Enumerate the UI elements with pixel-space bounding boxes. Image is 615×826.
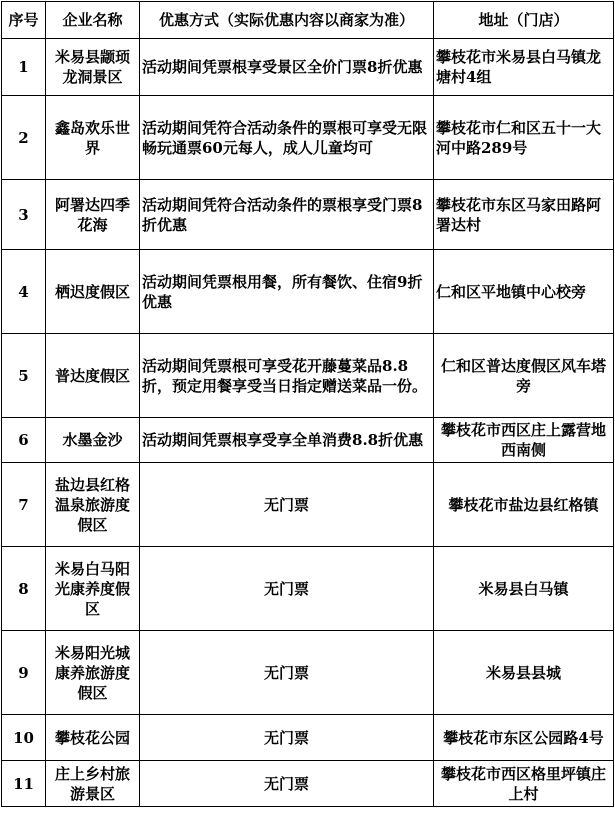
row-address: 攀枝花市盐边县红格镇	[434, 463, 614, 547]
row-num: 1	[2, 39, 46, 96]
table-row	[2, 715, 614, 761]
row-address: 仁和区普达度假区风车塔旁	[434, 334, 614, 418]
row-name: 鑫岛欢乐世界	[46, 96, 140, 180]
table-row	[2, 761, 614, 807]
row-offer: 活动期间凭票根享受景区全价门票8折优惠	[140, 39, 434, 96]
row-offer: 无门票	[140, 631, 434, 715]
row-name: 米易阳光城康养旅游度假区	[46, 631, 140, 715]
row-name: 米易县颛顼龙洞景区	[46, 39, 140, 96]
row-offer: 活动期间凭票根享受享全单消费8.8折优惠	[140, 418, 434, 463]
table-row	[2, 39, 614, 96]
merchant-discount-table	[1, 1, 614, 807]
table-row	[2, 334, 614, 418]
header-num: 序号	[2, 2, 46, 39]
row-address: 攀枝花市米易县白马镇龙塘村4组	[434, 39, 614, 96]
row-name: 庄上乡村旅游景区	[46, 761, 140, 807]
row-num: 5	[2, 334, 46, 418]
row-offer: 活动期间凭票根可享受花开藤蔓菜品8.8折，预定用餐享受当日指定赠送菜品一份。	[140, 334, 434, 418]
table-row	[2, 547, 614, 631]
row-offer: 无门票	[140, 463, 434, 547]
row-num: 9	[2, 631, 46, 715]
row-num: 7	[2, 463, 46, 547]
row-num: 11	[2, 761, 46, 807]
row-offer: 无门票	[140, 715, 434, 761]
table-row	[2, 418, 614, 463]
header-offer: 优惠方式（实际优惠内容以商家为准）	[140, 2, 434, 39]
row-address: 米易县白马镇	[434, 547, 614, 631]
row-num: 10	[2, 715, 46, 761]
row-address: 攀枝花市仁和区五十一大河中路289号	[434, 96, 614, 180]
row-num: 6	[2, 418, 46, 463]
row-address: 攀枝花市东区公园路4号	[434, 715, 614, 761]
table-row	[2, 180, 614, 250]
row-offer: 活动期间凭符合活动条件的票根可享受无限畅玩通票60元每人，成人儿童均可	[140, 96, 434, 180]
table-row	[2, 631, 614, 715]
row-name: 普达度假区	[46, 334, 140, 418]
row-num: 3	[2, 180, 46, 250]
row-address: 仁和区平地镇中心校旁	[434, 250, 614, 334]
row-offer: 活动期间凭符合活动条件的票根享受门票8折优惠	[140, 180, 434, 250]
row-offer: 活动期间凭票根用餐，所有餐饮、住宿9折优惠	[140, 250, 434, 334]
row-name: 水墨金沙	[46, 418, 140, 463]
table-row	[2, 463, 614, 547]
header-row	[2, 2, 614, 39]
table-row	[2, 96, 614, 180]
row-name: 栖迟度假区	[46, 250, 140, 334]
row-name: 米易白马阳光康养度假区	[46, 547, 140, 631]
row-num: 2	[2, 96, 46, 180]
row-num: 8	[2, 547, 46, 631]
row-name: 阿署达四季花海	[46, 180, 140, 250]
row-address: 米易县县城	[434, 631, 614, 715]
row-offer: 无门票	[140, 761, 434, 807]
header-name: 企业名称	[46, 2, 140, 39]
row-num: 4	[2, 250, 46, 334]
row-address: 攀枝花市西区庄上露营地西南侧	[434, 418, 614, 463]
table-row	[2, 250, 614, 334]
row-name: 攀枝花公园	[46, 715, 140, 761]
row-address: 攀枝花市西区格里坪镇庄上村	[434, 761, 614, 807]
header-address: 地址（门店）	[434, 2, 614, 39]
row-name: 盐边县红格温泉旅游度假区	[46, 463, 140, 547]
row-address: 攀枝花市东区马家田路阿署达村	[434, 180, 614, 250]
row-offer: 无门票	[140, 547, 434, 631]
